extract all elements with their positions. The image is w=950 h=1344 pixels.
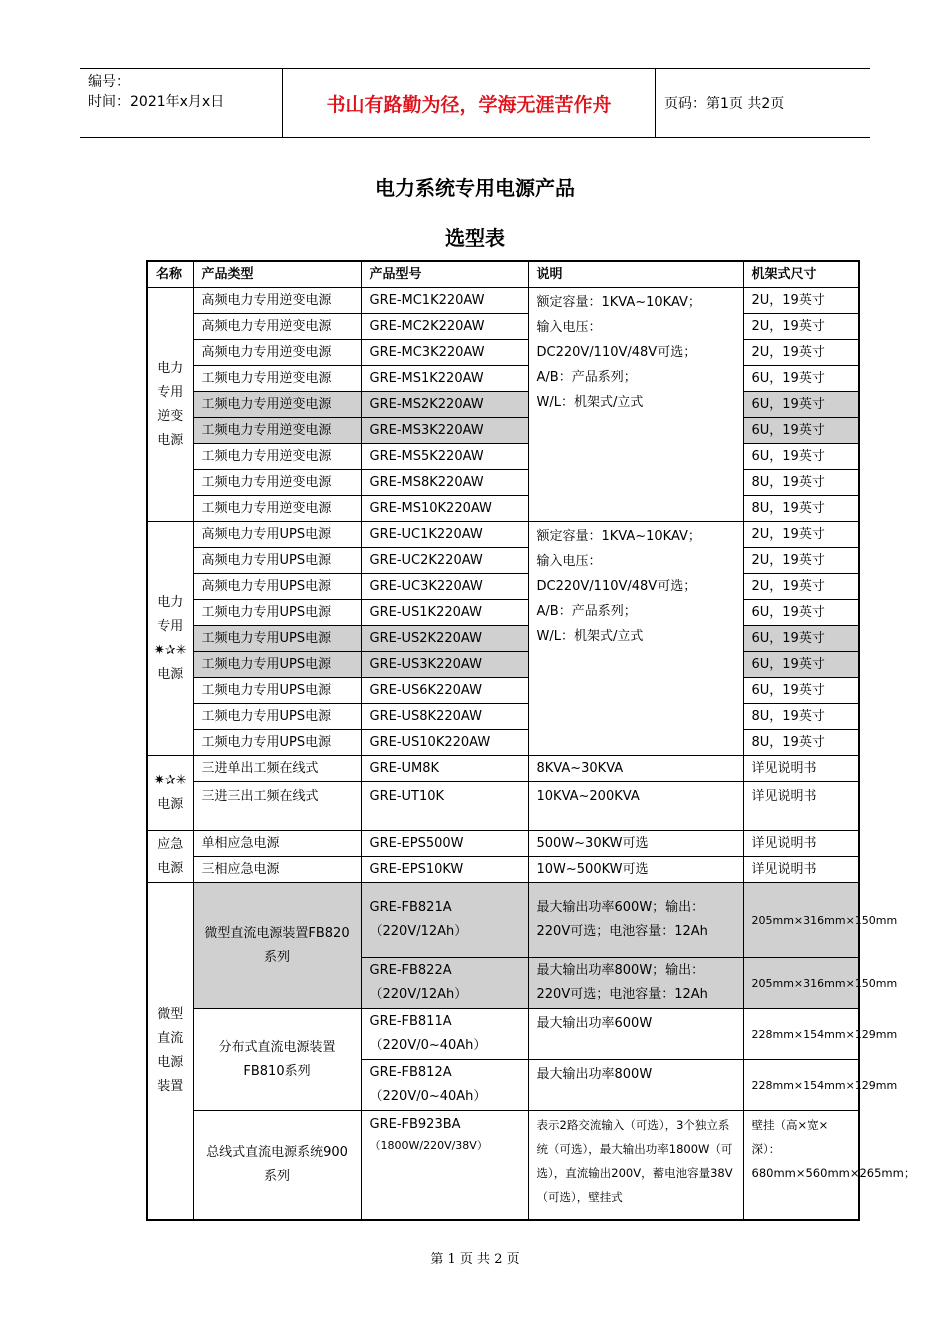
table-row xyxy=(147,288,859,314)
type-cell: 工频电力专用逆变电源 xyxy=(193,392,361,418)
type-cell: 高频电力专用UPS电源 xyxy=(193,574,361,600)
model-cell: GRE-US3K220AW xyxy=(361,652,528,678)
desc-cell: 最大输出功率600W xyxy=(528,1009,743,1060)
table-row xyxy=(147,756,859,782)
col-header: 说明 xyxy=(528,261,743,288)
category-cell: 应急电源 xyxy=(147,831,193,883)
size-cell: 8U，19英寸 xyxy=(743,730,859,756)
model-cell: GRE-MS1K220AW xyxy=(361,366,528,392)
type-cell: 工频电力专用UPS电源 xyxy=(193,626,361,652)
size-cell: 8U，19英寸 xyxy=(743,496,859,522)
table-row xyxy=(147,470,859,496)
category-cell: 电力专用✷✰✳电源 xyxy=(147,522,193,756)
type-cell: 微型直流电源装置FB820系列 xyxy=(193,883,361,1009)
table-row xyxy=(147,548,859,574)
size-cell: 6U，19英寸 xyxy=(743,418,859,444)
size-cell: 壁挂（高×宽×深）：680mm×560mm×265mm； xyxy=(743,1111,859,1221)
model-cell: GRE-US10K220AW xyxy=(361,730,528,756)
desc-line: 输入电压： xyxy=(536,554,602,569)
size-cell: 2U，19英寸 xyxy=(743,522,859,548)
desc-cell: 500W~30KW可选 xyxy=(528,831,743,857)
size-cell: 205mm×316mm×150mm xyxy=(743,883,859,958)
category-cell: ✷✰✳电源 xyxy=(147,756,193,831)
desc-line: 额定容量：1KVA~10KAV； xyxy=(536,529,701,544)
table-row xyxy=(147,600,859,626)
table-row xyxy=(147,652,859,678)
type-cell: 工频电力专用逆变电源 xyxy=(193,470,361,496)
size-cell: 6U，19英寸 xyxy=(743,652,859,678)
type-cell: 高频电力专用UPS电源 xyxy=(193,522,361,548)
type-cell: 三进单出工频在线式 xyxy=(193,756,361,782)
desc-cell: 最大输出功率600W；输出：220V可选；电池容量：12Ah xyxy=(528,883,743,958)
model-cell: GRE-MC2K220AW xyxy=(361,314,528,340)
model-cell: GRE-FB812A （220V/0~40Ah） xyxy=(361,1060,528,1111)
model-cell: GRE-US1K220AW xyxy=(361,600,528,626)
size-cell: 详见说明书 xyxy=(743,782,859,831)
desc-cell: 表示2路交流输入（可选），3个独立系统（可选），最大输出功率1800W（可选），直流输出200V，蓄电池容量38V（可选），壁挂式 xyxy=(528,1111,743,1221)
number-label: 编号： xyxy=(88,74,130,90)
model-name: GRE-FB923BA xyxy=(369,1117,461,1132)
size-cell: 详见说明书 xyxy=(743,756,859,782)
page-label: 页码：第1页 共2页 xyxy=(664,96,785,112)
selection-table xyxy=(146,260,916,1221)
desc-line: DC220V/110V/48V可选； xyxy=(536,579,697,594)
table-row xyxy=(147,496,859,522)
table-row xyxy=(147,574,859,600)
size-cell: 8U，19英寸 xyxy=(743,470,859,496)
desc-cell xyxy=(528,288,743,522)
motto: 书山有路勤为径，学海无涯苦作舟 xyxy=(282,69,656,137)
table-row xyxy=(147,314,859,340)
type-cell: 总线式直流电源系统900系列 xyxy=(193,1111,361,1221)
model-cell: GRE-MS3K220AW xyxy=(361,418,528,444)
header-meta xyxy=(88,72,284,112)
model-cell: GRE-UC2K220AW xyxy=(361,548,528,574)
model-cell: GRE-EPS10KW xyxy=(361,857,528,883)
size-cell: 详见说明书 xyxy=(743,831,859,857)
col-header: 产品型号 xyxy=(361,261,528,288)
model-cell: GRE-US2K220AW xyxy=(361,626,528,652)
size-cell: 6U，19英寸 xyxy=(743,626,859,652)
table-row xyxy=(147,366,859,392)
model-cell: GRE-EPS500W xyxy=(361,831,528,857)
size-cell: 6U，19英寸 xyxy=(743,600,859,626)
model-cell: GRE-MC1K220AW xyxy=(361,288,528,314)
col-header: 机架式尺寸 xyxy=(743,261,859,288)
type-cell: 工频电力专用逆变电源 xyxy=(193,366,361,392)
table-header-row xyxy=(147,261,859,288)
desc-line: A/B：产品系列； xyxy=(536,370,637,385)
desc-cell: 10W~500KW可选 xyxy=(528,857,743,883)
table-row xyxy=(147,522,859,548)
model-cell: GRE-US6K220AW xyxy=(361,678,528,704)
model-cell xyxy=(361,1111,528,1221)
desc-cell: 10KVA~200KVA xyxy=(528,782,743,831)
type-cell: 高频电力专用逆变电源 xyxy=(193,314,361,340)
size-cell: 6U，19英寸 xyxy=(743,678,859,704)
desc-line: A/B：产品系列； xyxy=(536,604,637,619)
desc-line: 额定容量：1KVA~10KAV； xyxy=(536,295,701,310)
type-cell: 单相应急电源 xyxy=(193,831,361,857)
size-cell: 228mm×154mm×129mm xyxy=(743,1060,859,1111)
type-cell: 工频电力专用UPS电源 xyxy=(193,704,361,730)
model-spec: （1800W/220V/38V） xyxy=(369,1139,488,1152)
model-cell: GRE-FB811A （220V/0~40Ah） xyxy=(361,1009,528,1060)
type-cell: 工频电力专用逆变电源 xyxy=(193,496,361,522)
size-cell: 2U，19英寸 xyxy=(743,314,859,340)
model-cell: GRE-UT10K xyxy=(361,782,528,831)
size-cell: 2U，19英寸 xyxy=(743,574,859,600)
desc-line: 输入电压： xyxy=(536,320,602,335)
model-cell: GRE-MS10K220AW xyxy=(361,496,528,522)
table-row xyxy=(147,626,859,652)
size-cell: 6U，19英寸 xyxy=(743,444,859,470)
size-cell: 2U，19英寸 xyxy=(743,288,859,314)
table-row xyxy=(147,730,859,756)
size-cell: 2U，19英寸 xyxy=(743,548,859,574)
time-label: 时间：2021年x月x日 xyxy=(88,94,225,110)
table-row xyxy=(147,392,859,418)
table-row xyxy=(147,883,859,958)
type-cell: 高频电力专用逆变电源 xyxy=(193,288,361,314)
table-row xyxy=(147,444,859,470)
model-cell: GRE-MS5K220AW xyxy=(361,444,528,470)
type-cell: 工频电力专用UPS电源 xyxy=(193,730,361,756)
desc-line: W/L：机架式/立式 xyxy=(536,629,644,644)
type-cell: 工频电力专用逆变电源 xyxy=(193,418,361,444)
table-row xyxy=(147,340,859,366)
table-row xyxy=(147,1009,859,1060)
model-cell: GRE-MC3K220AW xyxy=(361,340,528,366)
type-cell: 分布式直流电源装置FB810系列 xyxy=(193,1009,361,1111)
model-cell: GRE-MS8K220AW xyxy=(361,470,528,496)
size-cell: 228mm×154mm×129mm xyxy=(743,1009,859,1060)
type-cell: 高频电力专用UPS电源 xyxy=(193,548,361,574)
size-cell: 205mm×316mm×150mm xyxy=(743,958,859,1009)
type-cell: 工频电力专用逆变电源 xyxy=(193,444,361,470)
desc-line: W/L：机架式/立式 xyxy=(536,395,644,410)
document-subtitle: 选型表 xyxy=(445,226,505,250)
page-footer: 第 1 页 共 2 页 xyxy=(430,1252,520,1267)
category-cell: 微型直流电源装置 xyxy=(147,883,193,1221)
model-cell: GRE-MS2K220AW xyxy=(361,392,528,418)
size-cell: 2U，19英寸 xyxy=(743,340,859,366)
type-cell: 三相应急电源 xyxy=(193,857,361,883)
model-cell: GRE-UM8K xyxy=(361,756,528,782)
page-header xyxy=(80,68,870,138)
desc-cell xyxy=(528,522,743,756)
type-cell: 三进三出工频在线式 xyxy=(193,782,361,831)
model-cell: GRE-US8K220AW xyxy=(361,704,528,730)
desc-cell: 最大输出功率800W；输出：220V可选；电池容量：12Ah xyxy=(528,958,743,1009)
size-cell: 6U，19英寸 xyxy=(743,392,859,418)
col-header: 产品类型 xyxy=(193,261,361,288)
desc-cell: 最大输出功率800W xyxy=(528,1060,743,1111)
model-cell: GRE-FB821A （220V/12Ah） xyxy=(361,883,528,958)
col-header: 名称 xyxy=(147,261,193,288)
size-cell: 6U，19英寸 xyxy=(743,366,859,392)
type-cell: 高频电力专用逆变电源 xyxy=(193,340,361,366)
table-row xyxy=(147,857,859,883)
table-row xyxy=(147,678,859,704)
model-cell: GRE-FB822A （220V/12Ah） xyxy=(361,958,528,1009)
size-cell: 详见说明书 xyxy=(743,857,859,883)
type-cell: 工频电力专用UPS电源 xyxy=(193,678,361,704)
desc-cell: 8KVA~30KVA xyxy=(528,756,743,782)
category-cell: 电力专用逆变电源 xyxy=(147,288,193,522)
desc-line: DC220V/110V/48V可选； xyxy=(536,345,697,360)
table-row xyxy=(147,418,859,444)
model-cell: GRE-UC3K220AW xyxy=(361,574,528,600)
size-cell: 8U，19英寸 xyxy=(743,704,859,730)
table-row xyxy=(147,704,859,730)
type-cell: 工频电力专用UPS电源 xyxy=(193,600,361,626)
table-row xyxy=(147,782,859,831)
table-row xyxy=(147,831,859,857)
document-title: 电力系统专用电源产品 xyxy=(375,176,575,200)
model-cell: GRE-UC1K220AW xyxy=(361,522,528,548)
type-cell: 工频电力专用UPS电源 xyxy=(193,652,361,678)
